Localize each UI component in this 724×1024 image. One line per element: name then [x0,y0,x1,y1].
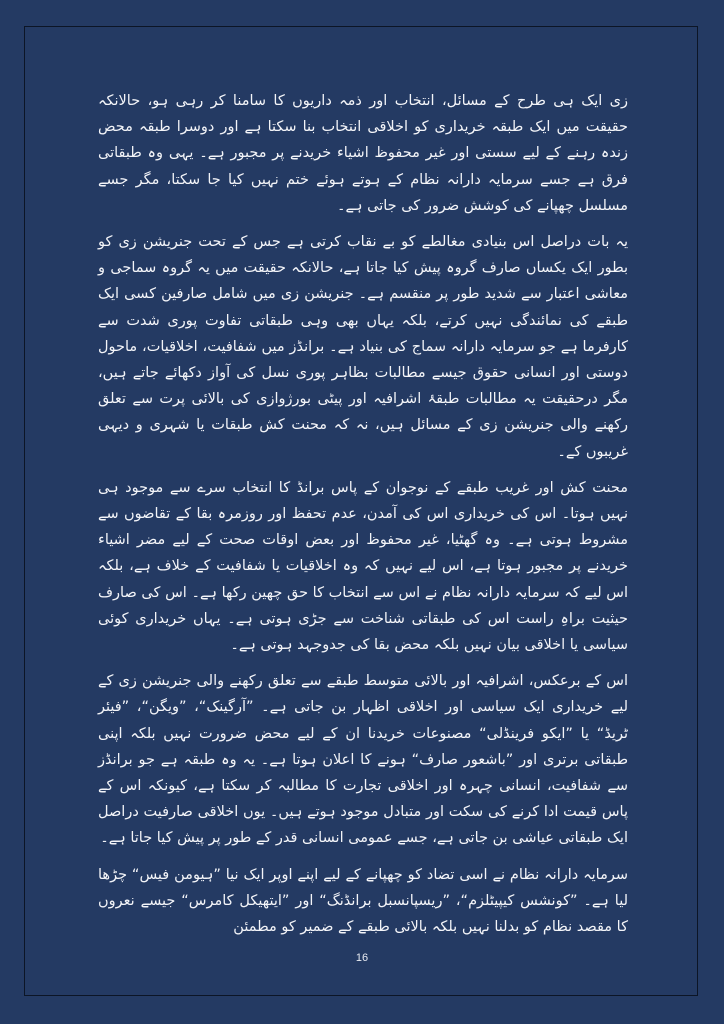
paragraph-5: سرمایہ دارانہ نظام نے اسی تضاد کو چھپانے کے لیے اپنے اوپر ایک نیا ”ہیومن فیس“ چڑھا لیا ہے۔ ”کونشس کیپیٹلزم“، ”ریسپانسبل برانڈنگ“ اور ”ایتھیکل کامرس“ جیسے نعروں کا مقصد نظام کو بدلنا نہیں بلکہ بالائی طبقے کے ضمیر کو مطمئن [98,866,628,936]
paragraph-2: یہ بات دراصل اس بنیادی مغالطے کو بے نقاب کرتی ہے جس کے تحت جنریشن زی کو بطور ایک یکساں صارف گروہ پیش کیا جاتا ہے، حالانکہ حقیقت میں یہ گروہ سماجی و معاشی اعتبار سے شدید طور پر منقسم ہے۔ جنریشن زی میں شامل صارفین کسی ایک طبقے کی نمائندگی نہیں کرتے، بلکہ یہاں بھی وہی طبقاتی تفاوت پوری شدت سے کارفرما ہے جو سرمایہ دارانہ سماج کی بنیاد ہے۔ برانڈز میں شفافیت، اخلاقیات، ماحول دوستی اور انسانی حقوق جیسے مطالبات بظاہر پوری نسل کی آواز دکھائے جاتے ہیں، مگر درحقیقت یہ مطالبات طبقۂ اشرافیہ اور پیٹی بورژوازی کی بالائی پرت سے تعلق رکھنے والی جنریشن زی کے مسائل ہیں، نہ کہ محنت کش طبقات یا شہری و دیہی غریبوں کے۔ [98,234,628,460]
article-body [98,88,628,950]
paragraph-1: زی ایک ہی طرح کے مسائل، انتخاب اور ذمہ داریوں کا سامنا کر رہی ہو، حالانکہ حقیقت میں ایک طبقہ خریداری کو اخلاقی انتخاب بنا سکتا ہے اور دوسرا طبقہ محض زندہ رہنے کے لیے سستی اور غیر محفوظ اشیاء خریدنے پر مجبور ہے۔ یہی وہ طبقاتی فرق ہے جسے سرمایہ دارانہ نظام کے ہوتے ہوئے ختم نہیں کیا جا سکتا، مگر جسے مسلسل چھپانے کی کوشش ضرور کی جاتی ہے۔ [98,93,628,214]
page-number: 16 [355,952,369,964]
paragraph-3: محنت کش اور غریب طبقے کے نوجوان کے پاس برانڈ کا انتخاب سرے سے موجود ہی نہیں ہوتا۔ اس کی خریداری اس کی آمدن، عدم تحفظ اور روزمرہ بقا کے تقاضوں سے مشروط ہوتی ہے۔ وہ گھٹیا، غیر محفوظ اور بعض اوقات صحت کے لیے مضر اشیاء خریدنے پر مجبور ہوتا ہے، اس لیے نہیں کہ وہ اخلاقیات یا شفافیت کے خلاف ہے، بلکہ اس لیے کہ سرمایہ دارانہ نظام نے اس سے انتخاب کا حق چھین رکھا ہے۔ اس کی صارف حیثیت براہِ راست اس کی طبقاتی شناخت سے جڑی ہوتی ہے۔ یہاں خریداری کوئی سیاسی یا اخلاقی بیان نہیں بلکہ محض بقا کی جدوجہد ہوتی ہے۔ [98,479,628,654]
paragraph-4: اس کے برعکس، اشرافیہ اور بالائی متوسط طبقے سے تعلق رکھنے والی جنریشن زی کے لیے خریداری ایک سیاسی اور اخلاقی اظہار بن جاتی ہے۔ ”آرگینک“، ”ویگن“، ”فیئر ٹریڈ“ یا ”ایکو فرینڈلی“ مصنوعات خریدنا ان کے لیے محض ضرورت نہیں بلکہ اپنی طبقاتی برتری اور ”باشعور صارف“ ہونے کا اعلان ہوتا ہے۔ یہ وہ طبقہ ہے جو برانڈز سے شفافیت، انسانی چہرہ اور اخلاقی تجارت کا مطالبہ کر سکتا ہے، کیونکہ اس کے پاس قیمت ادا کرنے کی سکت اور متبادل موجود ہوتے ہیں۔ یوں اخلاقی صارفیت دراصل ایک طبقاتی عیاشی بن جاتی ہے، جسے عمومی انسانی قدر کے طور پر پیش کیا جاتا ہے۔ [98,673,628,847]
